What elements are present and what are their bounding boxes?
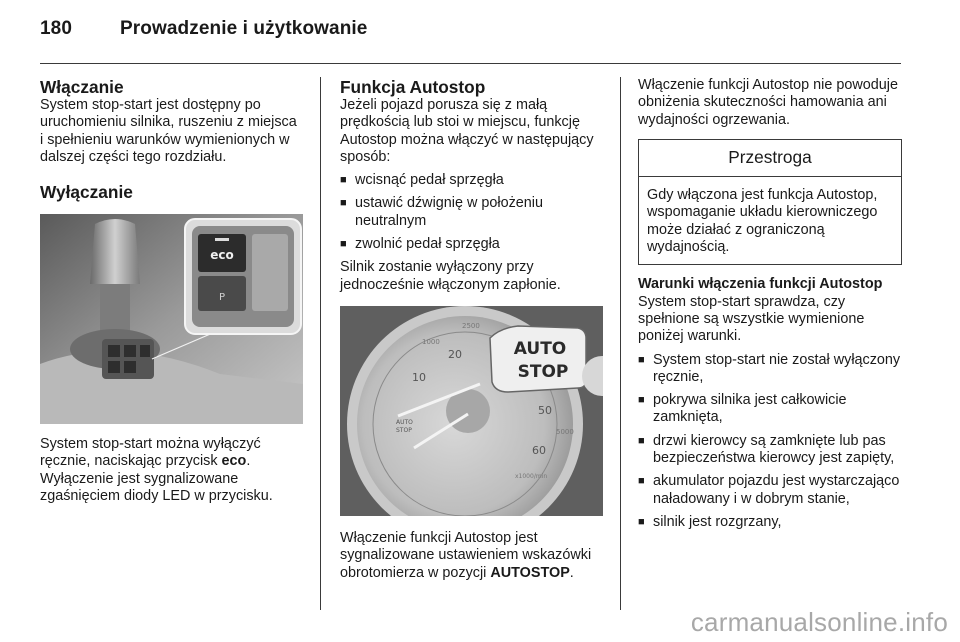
autostop-label-line1: AUTO bbox=[513, 338, 567, 359]
list-item: ■ drzwi kierowcy są zamknięte lub pas bezpieczeństwa kierowcy jest zapięty, bbox=[638, 433, 902, 468]
autostop-label-line2: STOP bbox=[517, 361, 569, 382]
column-2 bbox=[340, 77, 602, 582]
eco-button-label: eco bbox=[210, 248, 234, 263]
svg-text:10: 10 bbox=[412, 370, 426, 384]
watermark: carmanualsonline.info bbox=[690, 607, 948, 637]
svg-text:x1000/min: x1000/min bbox=[515, 472, 548, 480]
page-header bbox=[40, 18, 367, 40]
list-item: ■ wcisnąć pedał sprzęgła bbox=[340, 172, 602, 189]
tachometer-photo bbox=[340, 306, 603, 516]
list-item: ■ ustawić dźwignię w położeniu neutralnym bbox=[340, 195, 602, 230]
svg-text:50: 50 bbox=[538, 403, 552, 417]
svg-text:STOP: STOP bbox=[396, 426, 412, 434]
list-item: ■ pokrywa silnika jest całkowicie zamknięta, bbox=[638, 392, 902, 427]
list-item: ■ silnik jest rozgrzany, bbox=[638, 514, 902, 531]
heading-wlaczanie: Włączanie bbox=[40, 77, 124, 97]
page-title: Prowadzenie i użytkowanie bbox=[120, 18, 368, 39]
svg-text:60: 60 bbox=[532, 443, 546, 457]
svg-text:20: 20 bbox=[448, 347, 462, 361]
svg-text:1000: 1000 bbox=[422, 337, 440, 346]
heading-funkcja-autostop: Funkcja Autostop bbox=[340, 77, 486, 97]
column-3 bbox=[638, 77, 902, 531]
heading-warunki: Warunki włączenia funkcji Autostop bbox=[638, 276, 883, 293]
paragraph-wylaczanie: System stop-start można wyłączyć ręcznie, naciskając przycisk eco. Wyłączenie jest sygnalizowane zgaśnięciem diody LED w przycisku. bbox=[40, 436, 273, 505]
paragraph-autostop-intro: Jeżeli pojazd porusza się z małą prędkością lub stoi w miejscu, funkcję Autostop można włączyć w następujący sposób: bbox=[340, 97, 594, 165]
autostop-keyword: AUTOSTOP bbox=[490, 564, 570, 581]
svg-text:5000: 5000 bbox=[556, 427, 574, 436]
svg-text:2500: 2500 bbox=[462, 321, 480, 330]
caution-title: Przestroga bbox=[639, 140, 901, 177]
column-divider-2 bbox=[620, 77, 621, 610]
paragraph-engine-off: Silnik zostanie wyłączony przy jednocześnie włączonym zapłonie. bbox=[340, 259, 561, 293]
page-number: 180 bbox=[40, 18, 73, 39]
paragraph-autostop-signal: Włączenie funkcji Autostop jest sygnalizowane ustawieniem wskazówki obrotomierza w pozycji AUTOSTOP. bbox=[340, 529, 592, 581]
column-1 bbox=[40, 77, 302, 505]
paragraph-conditions: System stop-start sprawdza, czy spełnione są wszystkie wymienione poniżej warunki. bbox=[638, 293, 865, 345]
eco-button-photo bbox=[40, 214, 303, 424]
eco-keyword: eco bbox=[221, 453, 247, 470]
list-item: ■ System stop-start nie został wyłączony ręcznie, bbox=[638, 352, 902, 387]
list-item: ■ zwolnić pedał sprzęgła bbox=[340, 236, 602, 253]
caution-body: Gdy włączona jest funkcja Autostop, wspomaganie układu kierowniczego może działać z ograniczoną wydajnością. bbox=[647, 187, 878, 256]
column-divider-1 bbox=[320, 77, 321, 610]
paragraph-wlaczanie: System stop-start jest dostępny po uruchomieniu silnika, ruszeniu z miejsca i spełnieniu warunków wymienionych w dalszej części tego rozdziału. bbox=[40, 97, 297, 165]
paragraph-braking: Włączenie funkcji Autostop nie powoduje obniżenia skuteczności hamowania ani wydajności ogrzewania. bbox=[638, 77, 898, 128]
parking-button-label: P bbox=[218, 292, 226, 304]
header-rule bbox=[40, 63, 901, 64]
list-item: ■ akumulator pojazdu jest wystarczająco naładowany i w dobrym stanie, bbox=[638, 473, 902, 508]
svg-text:AUTO: AUTO bbox=[396, 418, 413, 426]
caution-box bbox=[638, 139, 902, 265]
heading-wylaczanie: Wyłączanie bbox=[40, 182, 133, 203]
